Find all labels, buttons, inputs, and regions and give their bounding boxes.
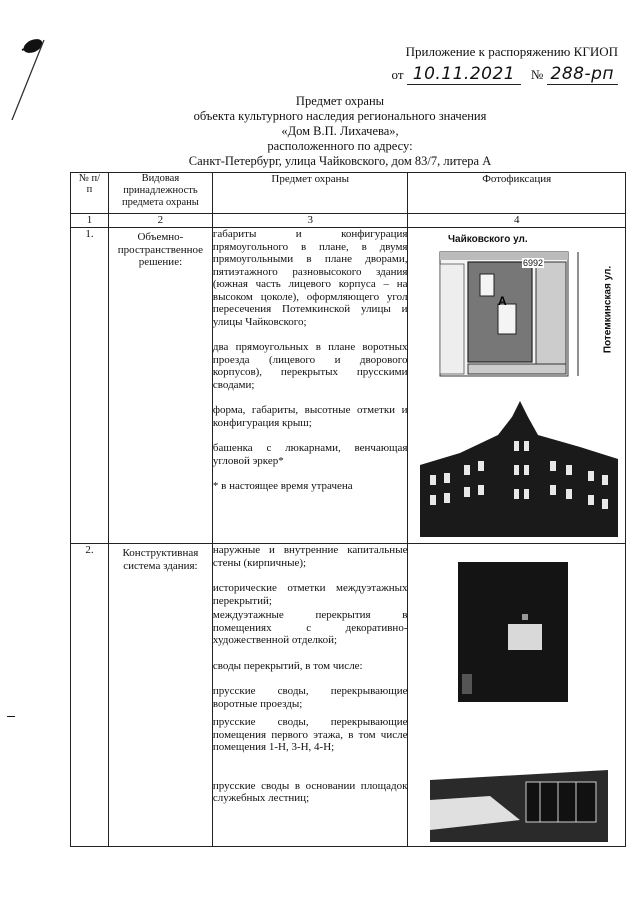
- document-title: [150, 94, 530, 169]
- col-number-3: 3: [212, 214, 408, 228]
- row-kind: Конструктивная система здания:: [108, 544, 212, 847]
- subject-item: прусские своды в основании площадок служебных лестниц;: [212, 779, 408, 804]
- subject-item: башенка с люкарнами, венчающая угловой эркер*: [212, 442, 408, 467]
- row-number: 1.: [71, 228, 109, 544]
- date-prefix: от: [391, 67, 404, 82]
- number-prefix: №: [530, 67, 544, 82]
- table-header-row: [71, 173, 626, 214]
- staircase-photo: [430, 760, 608, 842]
- map-lot-label: 6992: [523, 258, 544, 268]
- header-kind: Видовая принадлежность предмета охраны: [108, 173, 212, 214]
- subject-item: междуэтажные перекрытия в помещениях с декоративно-художественной отделкой;: [212, 609, 408, 646]
- subject-item: прусские своды, перекрывающие помещения первого этажа, в том числе помещения 1-Н, 3-Н, 4-Н;: [212, 716, 408, 753]
- col-number-2: 2: [108, 214, 212, 228]
- date-value: 10.11.2021: [407, 64, 521, 85]
- appendix-reference: Приложение к распоряжению КГИОП: [405, 44, 618, 59]
- header-subject: Предмет охраны: [212, 173, 408, 214]
- order-date-number: [391, 64, 618, 84]
- header-photo: Фотофиксация: [408, 173, 626, 214]
- margin-dash: [7, 716, 15, 717]
- title-line-1: Предмет охраны: [295, 94, 385, 108]
- map-street-top-label: Чайковского ул.: [448, 234, 528, 245]
- subject-footnote: * в настоящее время утрачена: [212, 480, 353, 492]
- staircase-photo-drawing: [430, 760, 608, 842]
- number-value: 288-рп: [547, 64, 619, 85]
- col-number-1: 1: [71, 214, 109, 228]
- title-line-4: расположенного по адресу:: [267, 139, 413, 153]
- subject-item: форма, габариты, высотные отметки и конфигурация крыш;: [212, 404, 408, 429]
- interior-photo: [456, 554, 576, 704]
- row-number: 2.: [71, 544, 109, 847]
- map-street-right-label: Потемкинская ул.: [602, 265, 614, 354]
- row-kind: Объемно-пространственное решение:: [108, 228, 212, 544]
- site-plan-map: [438, 234, 616, 379]
- row-subject: [212, 544, 408, 847]
- title-line-2: объекта культурного наследия регионального значения: [193, 109, 487, 123]
- subject-item: прусские своды, перекрывающие воротные проезды;: [212, 685, 408, 710]
- subject-item: два прямоугольных в плане воротных проезда (лицевого и дворового корпусов), перекрытых прусскими сводами;: [212, 341, 408, 391]
- title-line-5: Санкт-Петербург, улица Чайковского, дом 83/7, литера А: [188, 154, 492, 168]
- margin-scribble: [0, 30, 60, 120]
- title-line-3: «Дом В.П. Лихачева»,: [281, 124, 399, 138]
- row-subject: [212, 228, 408, 544]
- map-letter-label: А: [498, 294, 507, 308]
- subject-item: габариты и конфигурация прямоугольного в плане, в двумя прямоугольными в плане дворами, пятиэтажного разновысокого здания (южная часть лицевого корпуса – на высоком цоколе), оформляющего угол пересечения Потемкинской улицы и улицы Чайковского;: [212, 228, 408, 328]
- col-number-4: 4: [408, 214, 626, 228]
- building-photo: [420, 395, 618, 537]
- building-photo-drawing: [420, 395, 618, 537]
- header-num: № п/п: [71, 173, 109, 214]
- subject-item: наружные и внутренние капитальные стены (кирпичные);: [212, 544, 408, 569]
- subject-item: исторические отметки междуэтажных перекрытий;: [212, 582, 408, 607]
- map-drawing: [438, 234, 616, 379]
- column-number-row: [71, 214, 626, 228]
- interior-photo-drawing: [456, 554, 576, 704]
- subject-item: своды перекрытий, в том числе:: [212, 659, 363, 672]
